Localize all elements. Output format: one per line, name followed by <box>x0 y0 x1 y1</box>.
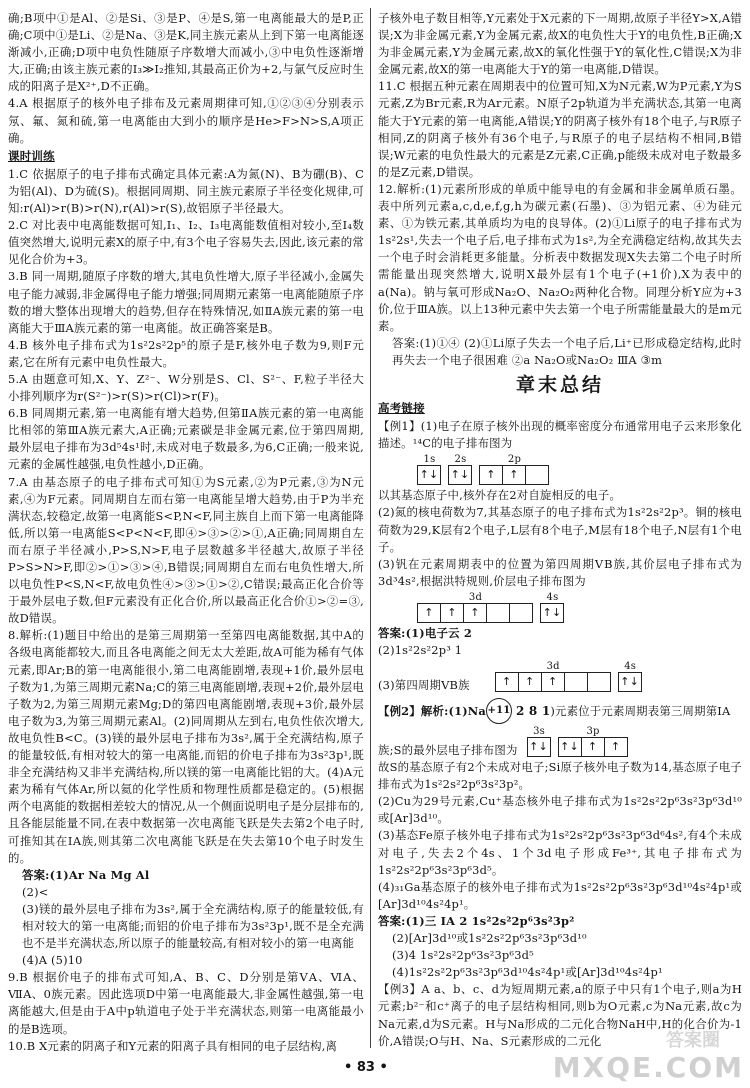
nucleus-circle: +11 <box>486 698 512 724</box>
answer-line: 答案:(1)Ar Na Mg Al <box>22 867 150 882</box>
paragraph: 3.B 同一周期,随原子序数的增大,其电负性增大,原子半径减小,金属失电子能力减弱,非金属得电子能力增强;同周期元素第一电离能随原子序数的增大整体出现增大的趋势,但存在特殊情况,如ⅡA族元素的第一电离能大于ⅢA族元素的第一电离能。故正确答案是B。 <box>8 269 364 335</box>
left-column <box>8 10 364 1055</box>
answer-row <box>378 659 742 694</box>
orbital-box <box>509 603 533 623</box>
orbital-label: 3d <box>468 591 483 603</box>
paragraph: 4.A 根据原子的核外电子排布及元素周期律可知,①②③④分别表示氖、氟、氮和硫,第一电离能由大到小的顺序是He>F>N>S,A项正确。 <box>8 96 364 145</box>
orbital-box: ↑↓ <box>527 737 551 757</box>
paragraph: 6.B 同周期元素,第一电离能有增大趋势,但第ⅡA族元素的第一电离能比相邻的第ⅢA族元素大,A正确;元素碳是非金属元素,位于第四周期,最外层电子排布为3d⁵4s¹时,未成对电子数最多,为6,C正确;一般来说,元素的金属性越强,电负性越小,D正确。 <box>8 406 364 472</box>
right-column <box>378 10 742 1050</box>
orbital-label: 3d <box>546 661 560 673</box>
orbital-boxes <box>496 672 611 692</box>
page-number: • 83 • <box>344 1060 388 1075</box>
orbital-box: ↑ <box>463 603 487 623</box>
paragraph: 4.B 核外电子排布式为1s²2s²2p⁵的原子是F,核外电子数为9,则F元素,它在所有元素中电负性最大。 <box>8 337 364 369</box>
paragraph: 11.C 根据五种元素在周期表中的位置可知,X为N元素,W为P元素,Y为S元素,Z为Br元素,R为Ar元素。N原子2p轨道为半充满状态,其第一电离能大于Y元素的第一电离能,A错误;Y的阴离子核外有18个电子,与R原子相同,Z的阴离子核外有36个电子,与R原子的电子层结构不相同,B错误;W元素的电负性最大的元素是Z元素,C正确,p能级未成对电子数最多的是Z元素,D错误。 <box>378 79 742 179</box>
orbital-box: ↑ <box>604 737 628 757</box>
paragraph: 2.C 对比表中电离能数据可知,I₁、I₂、I₃电离能数值相对较小,至I₄数值突然增大,说明元素X的原子中,有3个电子容易失去,因此,该元素的常见化合价为+3。 <box>8 218 364 267</box>
answer-line: (3)镁的最外层电子排布为3s²,属于全充满结构,原子的能量较低,有相对较大的第一电离能;而铝的价电子排布为3s²3p¹,既不是全充满也不是半充满状态,所以原子的能量较高,有相对较小的第一电离能 <box>22 901 364 951</box>
orbital-box: ↑ <box>440 603 464 623</box>
paragraph: (2)氮的核电荷数为7,其基态原子的电子排布式为1s²2s²2p³。铜的核电荷数为29,K层有2个电子,L层有8个电子,M层有18个电子,N层有1个电子。 <box>378 505 742 554</box>
orbital-box: ↑ <box>518 672 542 692</box>
answer-line: 答案:(1)电子云 2 <box>378 625 472 640</box>
orbital-diagram <box>418 454 742 485</box>
orbital-boxes <box>418 603 533 623</box>
paragraph: 子核外电子数目相等,Y元素处于X元素的下一周期,故原子半径Y>X,A错误;X为非金属元素,Y为金属元素,故X的电负性大于Y的电负性,B正确;X为非金属元素,Y为金属元素,故X的氧化性强于Y的氧化性,C错误;X为非金属元素,故X的第一电离能大于Y的第一电离能,D错误。 <box>378 11 742 77</box>
orbital-label: 2s <box>454 454 467 466</box>
answer-line: (4)A (5)10 <box>22 953 83 968</box>
section-heading: 课时训练 <box>8 148 55 163</box>
orbital-label: 2p <box>507 454 522 466</box>
watermark: MXQE.COM <box>552 1051 744 1084</box>
orbital-group <box>480 454 549 485</box>
paragraph: 8.解析:(1)题目中给出的是第三周期第一至第四电离能数据,其中A的各级电离能都较大,而且各电离能之间无太大差距,故A可能为稀有气体元素,即Ar;B的第一电离能很小,第二电离能剧增,表现+1价,最外层电子数为1,为第三周期元素Na;C的第三电离能剧增,表现+2价,最外层电子数为2,为第三周期元素Mg;D的第四电离能剧增,表现+3价,最外层电子数为3,为第三周期元素Al。(2)同周期从左到右,电负性依次增大,故电负性B<C。(3)镁的最外层电子排布为3s²,属于全充满结构,原子的能量较低,有相对较大的第一电离能,而铝的价电子排布为3s²3p¹,既非全充满结构又非半充满结构,所以镁的第一电离能比铝的大。(4)A元素为稀有气体Ar,所以氦的化学性质和物理性质都是稳定的。(5)根据两个电离能的数据相差较大的情况,从一个侧面说明电子是分层排布的,且各能层能量不同,在表中数据第一次电离能飞跃是失去第2个电子时,可推知其在ⅠA族,则其第二次电离能飞跃是在失去第10个电子时发生的。 <box>8 628 364 865</box>
orbital-boxes <box>528 737 551 757</box>
orbital-box: ↑ <box>479 465 503 485</box>
paragraph: (3)基态Fe原子核外电子排布式为1s²2s²2p⁶3s²3p⁶3d⁶4s²,有4个未成对电子,失去2个4s、1个3d电子形成Fe³⁺,其电子排布式为1s²2s²2p⁶3s²3p⁶3d⁵。 <box>378 828 742 877</box>
orbital-label: 1s <box>423 454 436 466</box>
paragraph: 以其基态原子中,核外存在2对自旋相反的电子。 <box>378 488 622 503</box>
answer-line: (4)1s²2s²2p⁶3s²3p⁶3d¹⁰4s²4p¹或[Ar]3d¹⁰4s²4p¹ <box>392 965 663 980</box>
column-divider <box>370 8 371 1048</box>
orbital-box: ↑ <box>417 603 441 623</box>
orbital-group <box>528 726 551 757</box>
orbital-box: ↑ <box>502 465 526 485</box>
orbital-boxes <box>559 737 628 757</box>
orbital-label: 3p <box>586 726 600 738</box>
paragraph: (3)钒在元素周期表中的位置为第四周期ⅤB族,其价层电子排布式为3d³4s²,根据洪特规则,价层电子排布图为 <box>378 556 742 588</box>
example-2-line <box>378 724 742 759</box>
answer-line: (3)4 1s²2s²2p⁶3s²3p⁶3d⁵ <box>392 948 534 963</box>
orbital-boxes <box>619 672 642 692</box>
orbital-group <box>619 661 642 692</box>
orbital-box <box>587 672 611 692</box>
answer-line: (2)< <box>22 884 49 899</box>
answer-line: 答案:(1)①④ (2)①Li原子失去一个电子后,Li⁺已形成稳定结构,此时再失去一个电子很困难 ②a Na₂O或Na₂O₂ ⅢA ③m <box>392 335 742 367</box>
paragraph: (2)Cu为29号元素,Cu⁺基态核外电子排布式为1s²2s²2p⁶3s²3p⁶3d¹⁰或[Ar]3d¹⁰。 <box>378 794 742 826</box>
orbital-label: 4s <box>624 661 637 673</box>
orbital-group <box>541 592 564 623</box>
paragraph: 【例3】A a、b、c、d为短周期元素,a的原子中只有1个电子,则a为H元素;b²⁻和c⁺离子的电子层结构相同,则b为O元素,c为Na元素,故c为Na元素,d为S元素。H与Na形成的二元化合物NaH中,H的化合价为-1价,A错误;O与H、Na、S元素形成的二元化 <box>378 982 742 1048</box>
orbital-diagram <box>528 726 628 757</box>
paragraph: (4)₃₁Ga基态原子的核外电子排布式为1s²2s²2p⁶3s²3p⁶3d¹⁰4s²4p¹或[Ar]3d¹⁰4s²4p¹。 <box>378 879 742 911</box>
example-2-header <box>378 698 742 724</box>
answer-line: 答案:(1)三 ⅠA 2 1s²2s²2p⁶3s²3p² <box>378 913 575 928</box>
orbital-box: ↑ <box>495 672 519 692</box>
paragraph: )元素位于元素周期表第三周期第ⅠA <box>550 703 731 718</box>
paragraph: 9.B 根据价电子的排布式可知,A、B、C、D分别是第ⅤA、ⅥA、ⅦA、0族元素。因此选项D中第一电离能最大,非金属性越强,第一电离能越大,但是由于A中p轨道电子处于半充满状态,则第一电离能最小的是B选项。 <box>8 970 364 1036</box>
answer-line: (2)1s²2s²2p³ 1 <box>378 643 463 657</box>
paragraph: 1.C 依据原子的电子排布式确定具体元素:A为氮(N)、B为硼(B)、C为铝(Al)、D为硫(S)。根据同周期、同主族元素原子半径变化规律,可知:r(Al)>r(B)>r(N),r(Al)>r(S),故铝原子半径最大。 <box>8 166 364 216</box>
paragraph: 12.解析:(1)元素所形成的单质中能导电的有金属和非金属单质石墨。表中所列元素a,c,d,e,f,g,h为碳元素(石墨)、③为铝元素、④为硅元素、①为铁元素,其单质均为电的良导体。(2)①Li原子的电子排布式为1s²2s¹,失去一个电子后,电子排布式为1s²,为全充满稳定结构,故其失去一个电子时会消耗更多能量。分析表中数据发现X失去第二个电子时所需能量出现突然增大,说明X最外层有1个电子(+1价),X为表中的a(Na)。钠与氧可形成Na₂O、Na₂O₂两种化合物。同理分析Y应为+3价,位于ⅢA族。以上13种元素中失去第一个电子所需能量最大的是m元素。 <box>378 181 742 333</box>
answer-line: (3)第四周期ⅤB族 <box>378 678 470 692</box>
orbital-box: ↑ <box>581 737 605 757</box>
orbital-box: ↑↓ <box>540 603 564 623</box>
paragraph: 【例1】(1)电子在原子核外出现的概率密度分布通常用电子云来形象化描述。¹⁴C的电子排布图为 <box>378 419 742 451</box>
paragraph: 族;S的最外层电子排布图为 <box>378 743 518 757</box>
orbital-label: 4s <box>546 591 559 603</box>
example-label: 【例2】解析:(1)Na <box>378 703 486 718</box>
orbital-box <box>486 603 510 623</box>
orbital-group <box>449 454 472 485</box>
orbital-box <box>525 465 549 485</box>
paragraph: 5.A 由题意可知,X、Y、Z²⁻、W分别是S、Cl、S²⁻、F,粒子半径大小排列顺序为r(S²⁻)>r(S)>r(Cl)>r(F)。 <box>8 371 364 404</box>
orbital-label: 3s <box>533 726 545 738</box>
orbital-group <box>418 592 533 623</box>
orbital-group <box>559 726 628 757</box>
paragraph: 10.B X元素的阴离子和Y元素的阳离子具有相同的电子层结构,离 <box>8 1038 338 1053</box>
shell-electrons: 2 8 1 <box>515 703 551 718</box>
orbital-box <box>564 672 588 692</box>
orbital-box: ↑↓ <box>448 465 472 485</box>
orbital-group <box>418 454 441 485</box>
paragraph: 故S的基态原子有2个未成对电子;Si原子核外电子数为14,基态原子电子排布式为1s²2s²2p⁶3s²3p²。 <box>378 760 742 792</box>
chapter-title: 章末总结 <box>515 373 604 396</box>
watermark-logo: 答案圈 <box>666 1030 720 1051</box>
orbital-box: ↑↓ <box>618 672 642 692</box>
section-heading: 高考链接 <box>378 401 425 416</box>
orbital-diagram <box>496 661 642 692</box>
orbital-box: ↑↓ <box>417 465 441 485</box>
atom-structure <box>486 698 550 724</box>
orbital-boxes <box>449 465 472 485</box>
orbital-group <box>496 661 611 692</box>
orbital-boxes <box>541 603 564 623</box>
paragraph: 确;B项中①是Al、②是Si、③是P、④是S,第一电离能最大的是P,正确;C项中①是Li、②是Na、③是K,同主族元素从上到下第一电离能逐渐减小,正确;D项中电负性随原子序数增大而减小,③中电负性逐渐增大,正确;由该主族元素的I₃≫I₂推知,其最高正价为+2,与氯气反应时生成的阳离子是X²⁺,D不正确。 <box>8 11 364 94</box>
orbital-box: ↑↓ <box>558 737 582 757</box>
orbital-boxes <box>480 465 549 485</box>
answer-line: (2)[Ar]3d¹⁰或1s²2s²2p⁶3s²3p⁶3d¹⁰ <box>392 931 587 946</box>
orbital-diagram <box>418 592 742 623</box>
paragraph: 7.A 由基态原子的电子排布式可知①为S元素,②为P元素,③为N元素,④为F元素。同周期自左而右第一电离能呈增大趋势,由于P为半充满状态,较稳定,故第一电离能S<P,N<F,同主族自上而下第一电离能降低,所以第一电离能S<P<N<F,即④>③>②>①,A正确;同周期自左而右原子半径减小,P>S,N>F,电子层数越多半径越大,故原子半径P>S>N>F,即②>①>③>④,B错误;同周期自左而右电负性增大,所以电负性P<S,N<F,故电负性④>③>①>②,C错误;最高正化合价等于最外层电子数,但F元素没有正化合价,所以最高正化合价①>②=③,故D错误。 <box>8 474 364 626</box>
orbital-box: ↑ <box>541 672 565 692</box>
orbital-boxes <box>418 465 441 485</box>
